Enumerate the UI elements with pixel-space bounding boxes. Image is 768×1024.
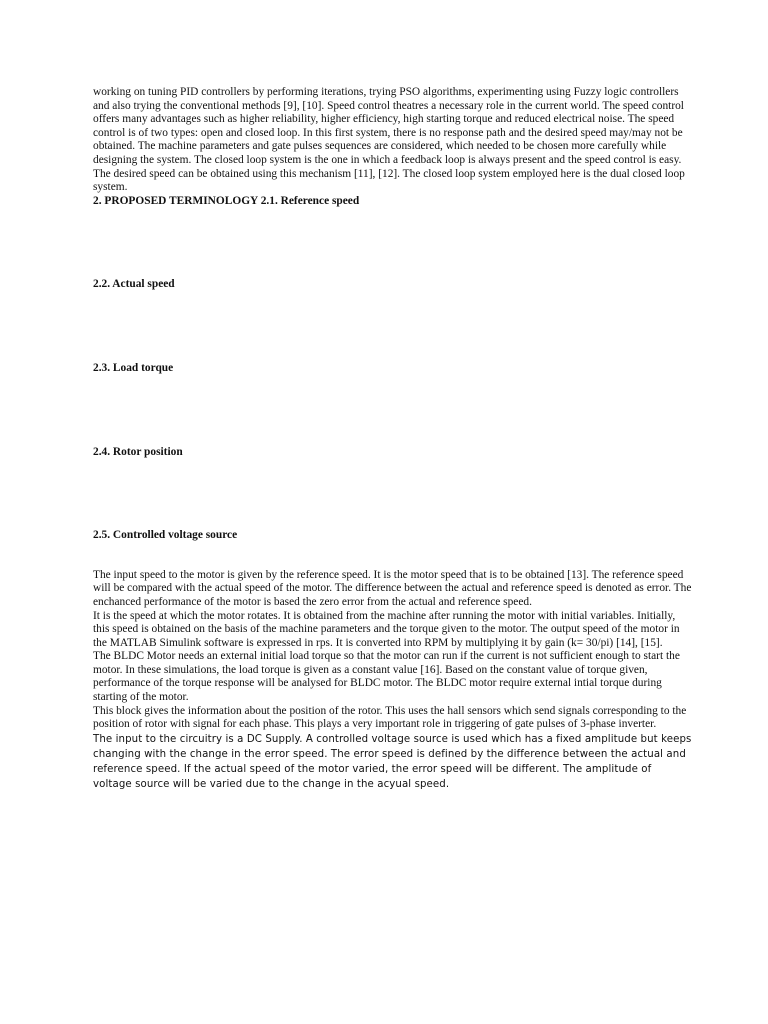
reference-speed-paragraph: The input speed to the motor is given by the reference speed. It is the motor speed that is to be obtained [13]. The reference speed will be compared with the actual speed of the motor. The difference between the actual and reference speed is denoted as error. The enchanced performance of the motor is based the zero error from the actual and reference speed.	[93, 568, 692, 608]
figure-space	[93, 292, 693, 362]
figure-space	[93, 376, 693, 446]
document-body	[93, 86, 693, 792]
heading-proposed-terminology: 2. PROPOSED TERMINOLOGY 2.1. Reference speed	[93, 194, 360, 207]
figure-space	[93, 459, 693, 529]
rotor-position-paragraph: This block gives the information about the position of the rotor. This uses the hall sensors which send signals corresponding to the position of rotor with signal for each phase. This plays a very important role in triggering of gate pulses of 3-phase inverter.	[93, 704, 687, 731]
heading-rotor-position: 2.4. Rotor position	[93, 445, 183, 458]
controlled-voltage-paragraph: The input to the circuitry is a DC Supply. A controlled voltage source is used which has a fixed amplitude but keeps changing with the change in the error speed. The error speed is defined by the difference between the actual and reference speed. If the actual speed of the motor varied, the error speed will be different. The amplitude of voltage source will be varied due to the change in the acyual speed.	[93, 733, 692, 790]
actual-speed-paragraph: It is the speed at which the motor rotates. It is obtained from the machine after running the motor with initial variables. Initially, this speed is obtained on the basis of the machine parameters and the torque given to the motor. The output speed of the motor in the MATLAB Simulink software is expressed in rps. It is converted into RPM by multiplying it by gain (k= 30/pi) [14], [15].	[93, 609, 680, 649]
figure-space	[93, 543, 693, 569]
load-torque-paragraph: The BLDC Motor needs an external initial load torque so that the motor can run if the current is not sufficient enough to start the motor. In these simulations, the load torque is given as a constant value [16]. Based on the constant value of torque given, performance of the torque response will be analysed for BLDC motor. The BLDC motor require external intial torque during starting of the motor.	[93, 650, 680, 704]
heading-load-torque: 2.3. Load torque	[93, 361, 174, 374]
heading-actual-speed: 2.2. Actual speed	[93, 278, 175, 291]
intro-paragraph: working on tuning PID controllers by performing iterations, trying PSO algorithms, experimenting using Fuzzy logic controllers and also trying the conventional methods [9], [10]. Speed control theatres a necessary role in the current world. The speed control offers many advantages such as higher reliability, higher efficiency, high starting torque and reduced electrical noise. The speed control is of two types: open and closed loop. In this first system, there is no response path and the desired speed may/may not be obtained. The machine parameters and gate pulses sequences are considered, which needed to be chosen more carefully while designing the system. The closed loop system is the one in which a feedback loop is always present and the speed control is easy. The desired speed can be obtained using this mechanism [11], [12]. The closed loop system employed here is the dual closed loop system.	[93, 86, 685, 194]
figure-space	[93, 208, 693, 278]
heading-controlled-voltage-source: 2.5. Controlled voltage source	[93, 529, 238, 542]
